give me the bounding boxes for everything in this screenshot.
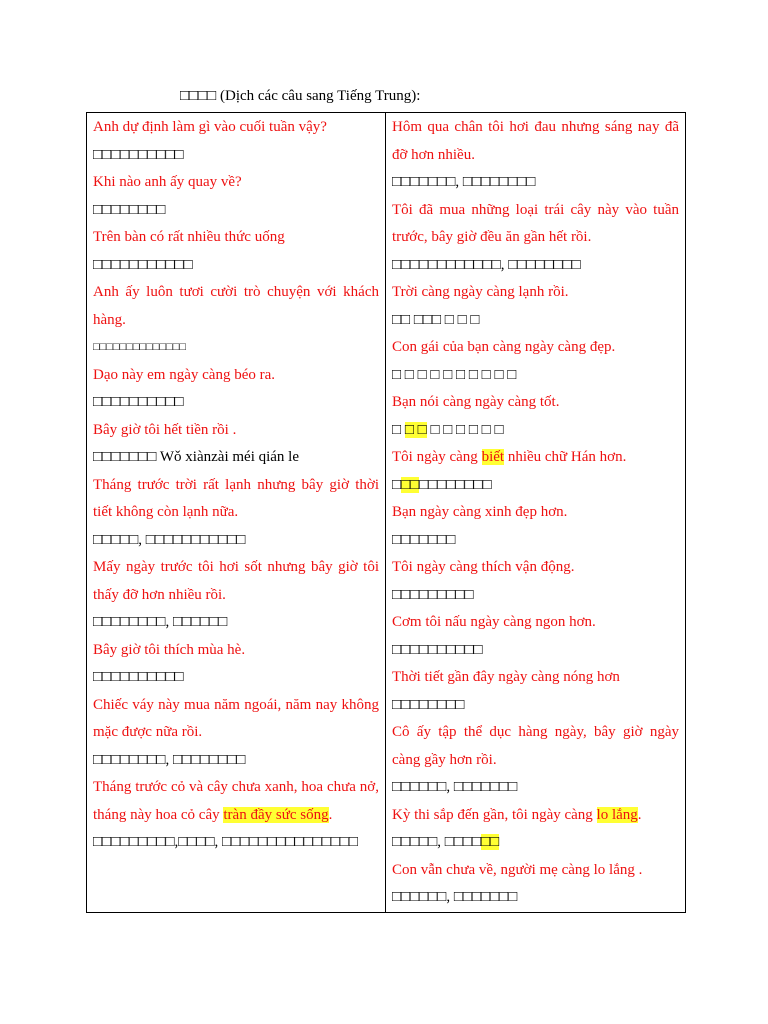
right-column bbox=[386, 113, 685, 912]
vietnamese-sentence: Bạn nói càng ngày càng tốt. bbox=[392, 394, 560, 410]
vietnamese-sentence bbox=[392, 444, 679, 472]
text-segment: Tháng trước cỏ và cây chưa xanh, hoa chưa nở, tháng này hoa cỏ cây bbox=[93, 779, 379, 823]
highlighted-text: tràn đầy sức sống bbox=[223, 806, 329, 823]
highlighted-text: biết bbox=[481, 449, 505, 465]
chinese-translation bbox=[392, 417, 679, 445]
vietnamese-sentence: Con vẫn chưa về, người mẹ càng lo lắng . bbox=[392, 861, 643, 878]
chinese-translation: □□□□□□□□, □□□□□□ bbox=[93, 614, 228, 630]
chinese-translation: □□□□□□□□ bbox=[93, 201, 166, 218]
heading-text: (Dịch các câu sang Tiếng Trung): bbox=[216, 88, 421, 104]
exercise-heading bbox=[180, 86, 420, 106]
table-row bbox=[87, 113, 686, 913]
vietnamese-sentence: Khi nào anh ấy quay về? bbox=[93, 174, 242, 190]
vietnamese-sentence: Anh dự định làm gì vào cuối tuần vậy? bbox=[93, 119, 327, 135]
left-column-cell bbox=[87, 113, 386, 913]
vietnamese-sentence: Bây giờ tôi hết tiền rồi . bbox=[93, 421, 237, 438]
chinese-translation: □□□□□□□□□□ bbox=[93, 394, 184, 410]
vietnamese-sentence: Dạo này em ngày càng béo ra. bbox=[93, 366, 276, 383]
right-column-cell bbox=[386, 113, 686, 913]
vietnamese-sentence: Hôm qua chân tôi hơi đau nhưng sáng nay đã đỡ hơn nhiều. bbox=[392, 119, 679, 163]
vietnamese-sentence: Anh ấy luôn tươi cười trò chuyện với khách hàng. bbox=[93, 284, 379, 328]
chinese-translation: □□□□□□□□□□ bbox=[93, 669, 184, 685]
chinese-translation: □□□□□□□□, □□□□□□□□ bbox=[93, 751, 246, 768]
vietnamese-sentence bbox=[392, 802, 679, 830]
vietnamese-sentence bbox=[93, 774, 379, 829]
chinese-translation: □□□□□□□, □□□□□□□□ bbox=[392, 174, 536, 190]
chinese-translation: □□□□□□□□□□□□□□ bbox=[93, 341, 187, 353]
chinese-translation: □□□□□□□ bbox=[392, 531, 456, 548]
text-segment: . bbox=[637, 806, 642, 823]
highlighted-text: □□ bbox=[401, 476, 420, 493]
highlighted-text: lo lắng bbox=[596, 806, 638, 823]
text-segment: □□□□□, □□□□ bbox=[392, 834, 482, 850]
chinese-translation: □□□□□□□ Wǒ xiànzài méi qián le bbox=[93, 449, 300, 465]
vietnamese-sentence: Thời tiết gần đây ngày càng nóng hơn bbox=[392, 669, 620, 685]
text-segment: . bbox=[328, 806, 333, 823]
chinese-translation: □□□□□□, □□□□□□□ bbox=[392, 779, 518, 795]
heading-prefix: □□□□ bbox=[180, 88, 217, 104]
text-segment: nhiều chữ Hán hơn. bbox=[504, 449, 627, 465]
text-segment: □ bbox=[392, 421, 405, 438]
chinese-translation bbox=[392, 829, 679, 857]
vietnamese-sentence: Bạn ngày càng xinh đẹp hơn. bbox=[392, 504, 568, 520]
chinese-translation: □□□□□□□□□□□ bbox=[93, 256, 193, 273]
chinese-translation: □□□□□□□□□□ bbox=[93, 146, 184, 163]
left-column bbox=[87, 113, 385, 857]
highlighted-text: □ □ bbox=[404, 421, 427, 438]
text-segment: Tôi ngày càng bbox=[392, 449, 482, 465]
text-segment: Kỳ thi sắp đến gần, tôi ngày càng bbox=[392, 806, 597, 823]
vietnamese-sentence: Tôi đã mua những loại trái cây này vào tuần trước, bây giờ đều ăn gần hết rồi. bbox=[392, 201, 679, 245]
vietnamese-sentence: Tháng trước trời rất lạnh nhưng bây giờ thời tiết không còn lạnh nữa. bbox=[93, 476, 379, 520]
vietnamese-sentence: Cô ấy tập thể dục hàng ngày, bây giờ ngày càng gầy hơn rồi. bbox=[392, 724, 679, 768]
vietnamese-sentence: Chiếc váy này mua năm ngoái, năm nay không mặc được nữa rồi. bbox=[93, 696, 379, 740]
highlighted-text: □□ bbox=[481, 834, 500, 850]
vietnamese-sentence: Cơm tôi nấu ngày càng ngon hơn. bbox=[392, 614, 596, 630]
vietnamese-sentence: Trên bàn có rất nhiều thức uống bbox=[93, 229, 285, 245]
text-segment: □ bbox=[392, 476, 402, 493]
chinese-translation: □□□□□□□□□,□□□□, □□□□□□□□□□□□□□□ bbox=[93, 834, 358, 850]
chinese-translation bbox=[392, 472, 679, 500]
chinese-translation: □□□□□□, □□□□□□□ bbox=[392, 889, 518, 905]
chinese-translation: □□□□□□□□□□□□, □□□□□□□□ bbox=[392, 256, 581, 273]
chinese-translation: □□ □□□ □ □ □ bbox=[392, 311, 480, 328]
vietnamese-sentence: Trời càng ngày càng lạnh rồi. bbox=[392, 284, 569, 300]
chinese-translation: □□□□□, □□□□□□□□□□□ bbox=[93, 531, 246, 548]
text-segment: □ □ □ □ □ □ bbox=[426, 421, 504, 438]
chinese-translation: □□□□□□□□ bbox=[392, 696, 465, 713]
chinese-translation: □□□□□□□□□ bbox=[392, 586, 474, 603]
text-segment: □□□□□□□□ bbox=[419, 476, 492, 493]
chinese-translation: □ □ □ □ □ □ □ □ □ □ bbox=[392, 366, 517, 383]
vietnamese-sentence: Con gái của bạn càng ngày càng đẹp. bbox=[392, 339, 616, 355]
translation-table bbox=[86, 112, 686, 913]
vietnamese-sentence: Tôi ngày càng thích vận động. bbox=[392, 559, 575, 575]
chinese-translation: □□□□□□□□□□ bbox=[392, 641, 483, 658]
vietnamese-sentence: Bây giờ tôi thích mùa hè. bbox=[93, 641, 246, 658]
vietnamese-sentence: Mấy ngày trước tôi hơi sốt nhưng bây giờ tôi thấy đỡ hơn nhiều rồi. bbox=[93, 559, 379, 603]
